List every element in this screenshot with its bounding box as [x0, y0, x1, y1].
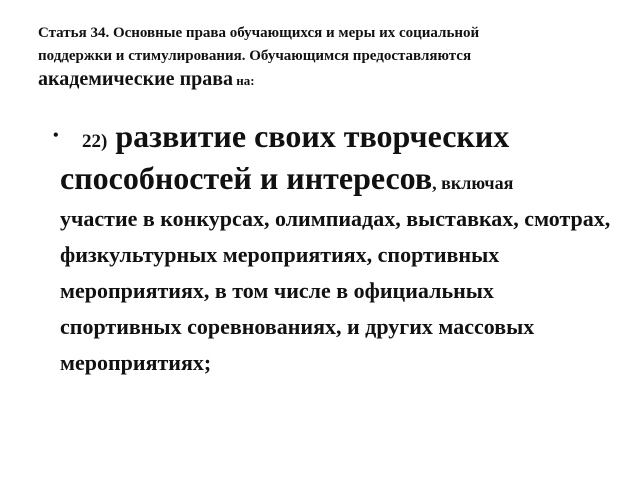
item-number: 22)	[82, 131, 108, 152]
item-emphasis-line-2: способностей и интересов	[60, 160, 433, 196]
title-line-1: Статья 34. Основные права обучающихся и меры их социальной	[38, 25, 480, 41]
item-body-text: участие в конкурсах, олимпиадах, выставках, смотрах, физкультурных мероприятиях, спортивных мероприятиях, в том числе в официальных спортивных соревнованиях, и других массовых мероприятиях;	[60, 206, 611, 375]
slide-title	[38, 22, 618, 93]
bullet-marker: •	[53, 127, 59, 144]
bullet-item	[53, 118, 620, 381]
item-emphasis-line-1: развитие своих творческих	[107, 118, 510, 154]
title-line-2: поддержки и стимулирования. Обучающимся предоставляются	[38, 48, 472, 64]
item-emphasis-tail: , включая	[432, 173, 514, 193]
title-suffix: на:	[233, 73, 255, 88]
title-emphasis: академические права	[38, 68, 234, 90]
